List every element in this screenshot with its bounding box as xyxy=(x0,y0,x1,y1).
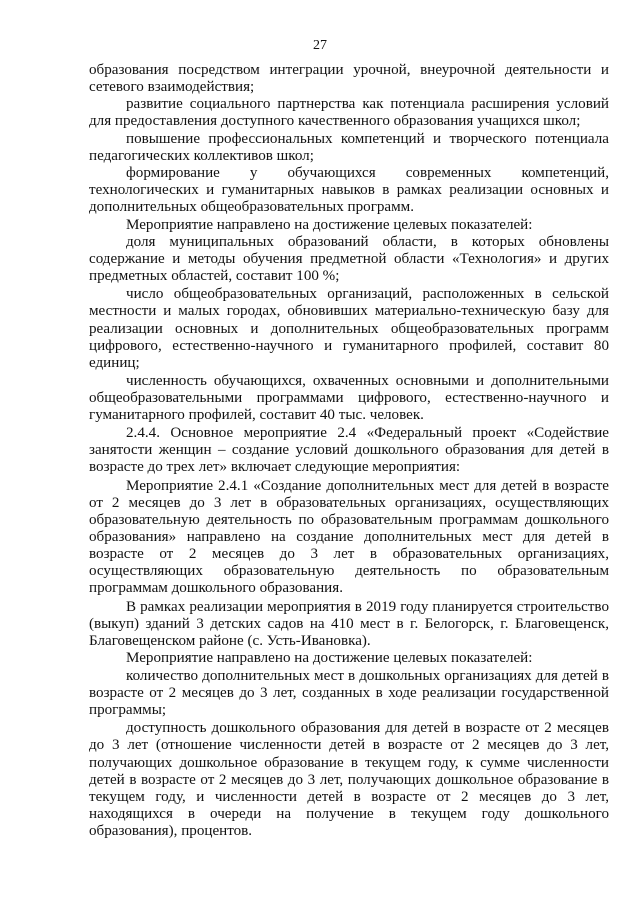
paragraph-activity-2-4-1: Мероприятие 2.4.1 «Создание дополнительных мест для детей в возрасте от 2 месяцев до 3 лет в образовательных организациях, осуществляющих образовательную деятельность по образовательным программам дошкольного образования» направлено на создание дополнительных мест для детей в возрасте от 2 месяцев до 3 лет в образовательных организациях, осуществляющих образовательную деятельность по образовательным программам дошкольного образования. xyxy=(89,477,609,597)
paragraph-skills-formation: формирование у обучающихся современных компетенций, технологических и гуманитарных навыков в рамках реализации основных и дополнительных общеобразовательных программ. xyxy=(89,164,609,216)
paragraph-schools-count: число общеобразовательных организаций, расположенных в сельской местности и малых городах, обновивших материально-техническую базу для реализации основных и дополнительных общеобразовательных программ цифрового, естественно-научного и гуманитарного профилей, составит 80 единиц; xyxy=(89,286,609,371)
paragraph-professional-competence: повышение профессиональных компетенций и творческого потенциала педагогических коллективов школ; xyxy=(89,130,609,164)
page-number: 27 xyxy=(313,38,327,53)
paragraph-main-activity-2-4: 2.4.4. Основное мероприятие 2.4 «Федеральный проект «Содействие занятости женщин – создание условий дошкольного образования для детей в возрасте до трех лет» включает следующие мероприятия: xyxy=(89,425,609,476)
paragraph-targets-heading-2: Мероприятие направлено на достижение целевых показателей: xyxy=(126,650,533,667)
paragraph-additional-places: количество дополнительных мест в дошкольных организациях для детей в возрасте от 2 месяцев до 3 лет, созданных в ходе реализации государственной программы; xyxy=(89,667,609,719)
paragraph-construction-2019: В рамках реализации мероприятия в 2019 году планируется строительство (выкуп) зданий 3 детских садов на 410 мест в г. Белогорск, г. Благовещенск, Благовещенском районе (с. Усть-Ивановка). xyxy=(89,598,609,649)
paragraph-students-count: численность обучающихся, охваченных основными и дополнительными общеобразовательными программами цифрового, естественно-научного и гуманитарного профилей, составит 40 тыс. человек. xyxy=(89,372,609,423)
paragraph-social-partnership: развитие социального партнерства как потенциала расширения условий для предоставления доступного качественного образования учащихся школ; xyxy=(89,96,609,130)
document-body xyxy=(89,62,609,840)
paragraph-preschool-accessibility: доступность дошкольного образования для детей в возрасте от 2 месяцев до 3 лет (отношение численности детей в возрасте от 2 месяцев до 3 лет, получающих дошкольное образование в текущем году, к сумме численности детей в возрасте от 2 месяцев до 3 лет, получающих дошкольное образование в текущем году, и численности детей в возрасте от 2 месяцев до 3 лет, находящихся в очереди на получение в текущем году дошкольного образования), процентов. xyxy=(89,720,609,840)
paragraph-education-integration: образования посредством интеграции урочной, внеурочной деятельности и сетевого взаимодействия; xyxy=(89,62,609,96)
paragraph-technology-share: доля муниципальных образований области, в которых обновлены содержание и методы обучения предметной области «Технология» и других предметных областей, составит 100 %; xyxy=(89,234,609,285)
paragraph-targets-heading: Мероприятие направлено на достижение целевых показателей: xyxy=(126,217,533,233)
